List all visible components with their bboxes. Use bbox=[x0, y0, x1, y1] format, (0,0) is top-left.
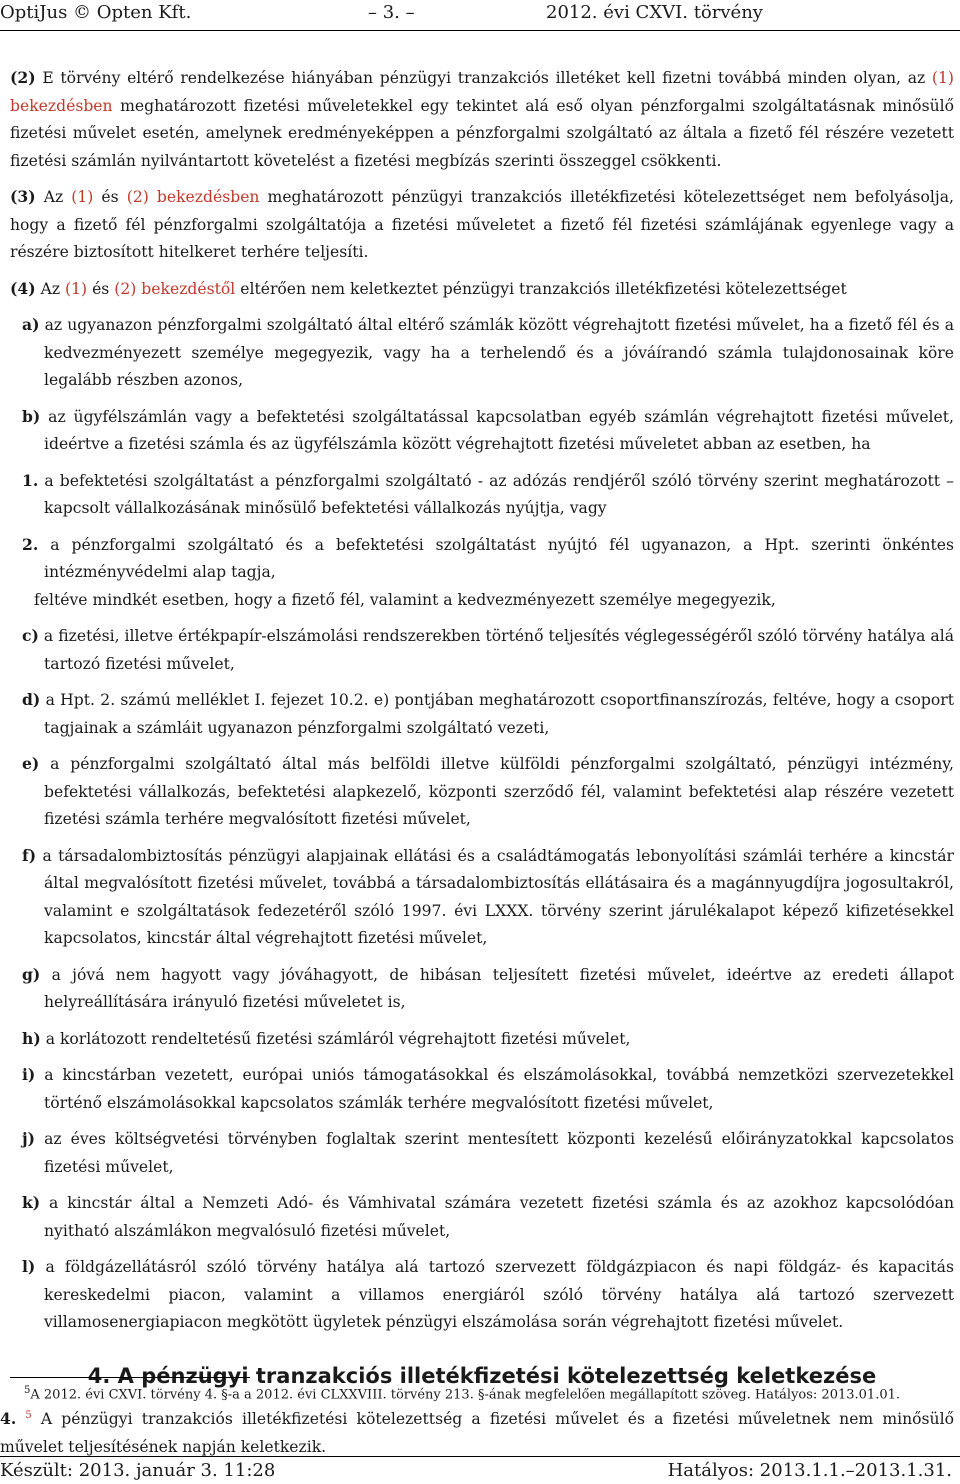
footnote-rule bbox=[10, 1377, 250, 1378]
paragraph-number: (3) bbox=[10, 187, 36, 206]
list-item-h: h) a korlátozott rendeltetésű fizetési számláról végrehajtott fizetési művelet, bbox=[22, 1028, 631, 1048]
list-item-g: g) a jóvá nem hagyott vagy jóváhagyott, de hibásan teljesített fizetési művelet, ideértve az eredeti állapot helyreállítására irányuló fizetési műveletet is, bbox=[22, 964, 954, 1011]
cross-reference-link[interactable]: (1) bbox=[65, 279, 88, 298]
list-item-d: d) a Hpt. 2. számú melléklet I. fejezet 10.2. e) pontjában meghatározott csoportfinanszírozás, feltéve, hogy a csoport tagjainak a számláit ugyanazon pénzforgalmi szolgáltató vezeti, bbox=[22, 690, 954, 737]
footer-created: Készült: 2013. január 3. 11:28 bbox=[0, 1460, 276, 1481]
list-item-i: i) a kincstárban vezetett, európai uniós támogatásokkal és elszámolásokkal, továbbá nemzetközi szervezetekkel történő elszámolásokkal kapcsolatos számlák terhére megvalósított fizetési művelet, bbox=[22, 1065, 954, 1112]
cross-reference-link[interactable]: (1) bekezdésben bbox=[10, 69, 954, 115]
sublist-item-2: 2. a pénzforgalmi szolgáltató és a befektetési szolgáltatást nyújtó fél ugyanazon, a Hpt. szerinti önkéntes intézményvédelmi alap tagja, bbox=[22, 534, 954, 581]
list-item-b: b) az ügyfélszámlán vagy a befektetési szolgáltatással kapcsolatban egyéb számlán végrehajtott fizetési művelet, ideértve a fizetési számla és az ügyfélszámla között végrehajtott fizetési műveletet abban az esetben, ha bbox=[22, 406, 954, 453]
footnote-number: 5 bbox=[24, 1385, 31, 1396]
sublist-closing-text: feltéve mindkét esetben, hogy a fizető fél, valamint a kedvezményezett személye megegyezik, bbox=[34, 590, 776, 609]
list-item-f: f) a társadalombiztosítás pénzügyi alapjainak ellátási és a családtámogatás lebonyolítási számlái terhére a kincstár által megvalósított fizetési művelet, továbbá a társadalombiztosítás ellátásaira és a magánnyugdíjra jogosultakról, valamint e szolgáltatások fedezetéről szóló 1997. évi LXXX. törvény szerint járulékalapot képező kifizetésekkel kapcsolatos, kincstár által végrehajtott fizetési művelet, bbox=[22, 845, 954, 947]
header-rule bbox=[0, 30, 960, 31]
list-item-e: e) a pénzforgalmi szolgáltató által más belföldi illetve külföldi pénzforgalmi szolgáltató, pénzügyi intézmény, befektetési vállalkozás, befektetési alapkezelő, központi szerződő fél, valamint befektetési alap részére vezetett fizetési számla terhére megvalósított fizetési művelet, bbox=[22, 754, 954, 828]
paragraph-number: (4) bbox=[10, 278, 36, 298]
list-item-k: k) a kincstár által a Nemzeti Adó- és Vámhivatal számára vezetett fizetési számla és az azokhoz kapcsolódóan nyitható alszámlákon megvalósuló fizetési művelet, bbox=[22, 1193, 954, 1240]
document-body bbox=[0, 64, 954, 1469]
list-item-c: c) a fizetési, illetve értékpapír-elszámolási rendszerekben történő teljesítés véglegességéről szóló törvény hatálya alá tartozó fizetési művelet, bbox=[22, 626, 954, 673]
paragraph-3: (3) Az (1) és (2) bekezdésben meghatározott pénzügyi tranzakciós illetékfizetési kötelezettséget nem befolyásolja, hogy a fizető fél pénzforgalmi szolgáltatója a fizetési műveletet a fizető fél fizetési számlájának egyenlege vagy a részére biztosított hitelkeret terhére teljesíti. bbox=[10, 187, 954, 261]
list-item-j: j) az éves költségvetési törvényben foglaltak szerint mentesített központi kezelésű előirányzatokkal kapcsolatos fizetési művelet, bbox=[22, 1129, 954, 1176]
section-heading: 4. A pénzügyi tranzakciós illetékfizetési kötelezettség keletkezése bbox=[87, 1363, 877, 1388]
paragraph-4: (4) Az (1) és (2) bekezdéstől eltérően nem keletkeztet pénzügyi tranzakciós illetékfizetési kötelezettséget bbox=[10, 278, 847, 298]
paragraph-number: (2) bbox=[10, 68, 36, 87]
cross-reference-link[interactable]: (2) bekezdéstől bbox=[114, 279, 236, 298]
section-number: 4. bbox=[0, 1409, 17, 1429]
page-header bbox=[0, 0, 960, 30]
header-law-title: 2012. évi CXVI. törvény bbox=[546, 2, 763, 23]
header-page-number: – 3. – bbox=[368, 2, 415, 23]
sublist-item-1: 1. a befektetési szolgáltatást a pénzforgalmi szolgáltató - az adózás rendjéről szóló törvény szerint meghatározott – kapcsolt vállalkozásának minősülő befektetési vállalkozás nyújtja, vagy bbox=[22, 470, 954, 517]
footnote bbox=[24, 1385, 900, 1402]
footer-rule bbox=[0, 1456, 960, 1457]
list-item-a: a) az ugyanazon pénzforgalmi szolgáltató által eltérő számlák között végrehajtott fizetési művelet, ha a fizető fél és a kedvezményezett személye megegyezik, vagy ha a terhelendő és a jóváírandó számla tulajdonosainak köre legalább részben azonos, bbox=[22, 315, 954, 389]
cross-reference-link[interactable]: (1) bbox=[71, 188, 94, 206]
header-publisher: OptiJus © Opten Kft. bbox=[0, 2, 192, 23]
footnote-reference[interactable]: 5 bbox=[25, 1410, 32, 1421]
cross-reference-link[interactable]: (2) bekezdésben bbox=[126, 188, 260, 206]
footer-validity: Hatályos: 2013.1.1.–2013.1.31. bbox=[667, 1460, 952, 1481]
list-item-l: l) a földgázellátásról szóló törvény hatálya alá tartozó szervezett földgázpiacon és napi földgáz- és kapacitás kereskedelmi piacon, valamint a villamos energiáról szóló törvény hatálya alá tartozó szervezett villamosenergiapiacon megkötött ügyletek pénzügyi elszámolása során végrehajtott fizetési művelet. bbox=[22, 1257, 954, 1331]
paragraph-section-4: 4. $^5$ A pénzügyi tranzakciós illetékfizetési kötelezettség a fizetési művelet és a fizetési műveletnek nem minősülő művelet teljesítésének napján keletkezik. bbox=[0, 1409, 954, 1456]
paragraph-2: (2) E törvény eltérő rendelkezése hiányában pénzügyi tranzakciós illetéket kell fizetni továbbá minden olyan, az (1) bekezdésben meghatározott fizetési műveletekkel egy tekintet alá eső olyan pénzforgalmi szolgáltatásnak minősülő fizetési művelet esetén, amelynek eredményeképpen a pénzforgalmi szolgáltató az általa a fizető fél részére vezetett fizetési számlán nyilvántartott követelést a fizetési megbízás szerinti összeggel csökkenti. bbox=[10, 68, 954, 170]
footnote-text: A 2012. évi CXVI. törvény 4. §-a a 2012. évi CLXXVIII. törvény 213. §-ának megfelelően megállapított szöveg. Hatályos: 2013.01.01. bbox=[30, 1387, 900, 1403]
